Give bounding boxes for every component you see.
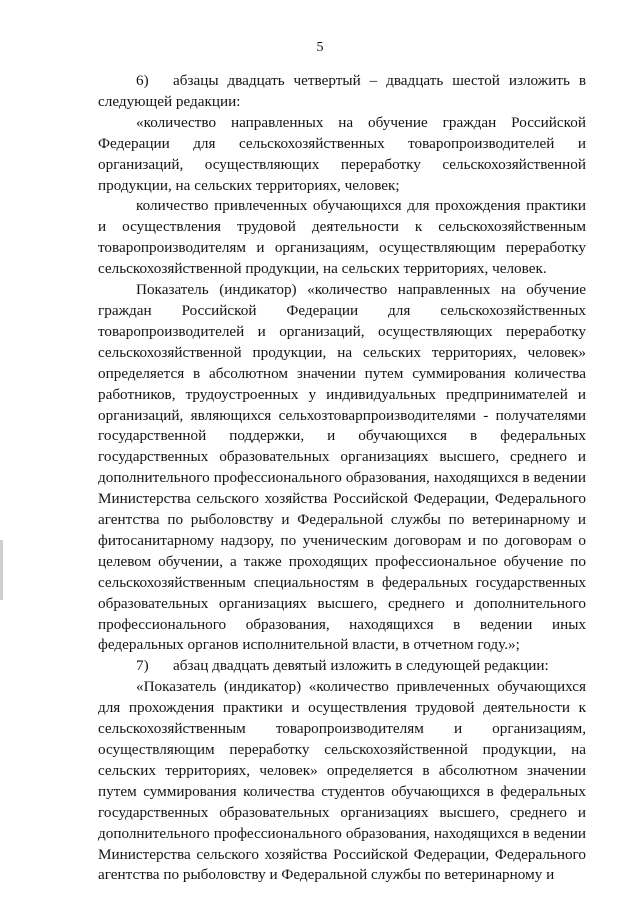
item-number: 6): [136, 72, 149, 89]
paragraph: «количество направленных на обучение граждан Российской Федерации для сельскохозяйственных товаропроизводителей и организаций, осуществляющих переработку сельскохозяйственной продукции, на сельских территориях, человек;: [98, 113, 586, 194]
paragraph: количество привлеченных обучающихся для прохождения практики и осуществления трудовой деятельности к сельскохозяйственным товаропроизводителям и организациям, осуществляющим переработку сельскохозяйственной продукции, на сельских территориях, человек.: [98, 197, 586, 278]
page-number: 5: [316, 40, 324, 55]
paragraph-item-7: [98, 656, 586, 677]
paragraph: Показатель (индикатор) «количество направленных на обучение граждан Российской Федерации для сельскохозяйственных товаропроизводителей и организаций, осуществляющих переработку сельскохозяйственной продукции, на сельских территориях, человек» определяется в абсолютном значении путем суммирования количества работников, трудоустроенных у индивидуальных предпринимателей и организаций, являющихся сельхозтоварпроизводителями - получателями государственной поддержки, и обучающихся в федеральных государственных образовательных организациях высшего, среднего и дополнительного профессионального образования, находящихся в ведении Министерства сельского хозяйства Российской Федерации, Федерального агентства по рыболовству и Федеральной службы по ветеринарному и фитосанитарному надзору, по ученическим договорам и по договорам о целевом обучении, а также проходящих профессиональное обучение по сельскохозяйственным специальностям в федеральных государственных образовательных организациях высшего, среднего и дополнительного профессионального образования, находящихся в ведении иных федеральных органов исполнительной власти, в отчетном году.»;: [98, 281, 586, 654]
binding-mark: [0, 540, 3, 600]
paragraph-text: абзац двадцать девятый изложить в следующей редакции:: [173, 657, 549, 675]
document-body: [98, 71, 586, 886]
paragraph: «Показатель (индикатор) «количество привлеченных обучающихся для прохождения практики и осуществления трудовой деятельности к сельскохозяйственным товаропроизводителям и организациям, осуществляющим переработку сельскохозяйственной продукции, на сельских территориях, человек» определяется в абсолютном значении путем суммирования количества студентов обучающихся в федеральных государственных образовательных организациях высшего, среднего и дополнительного профессионального образования, находящихся в ведении Министерства сельского хозяйства Российской Федерации, Федерального агентства по рыболовству и Федеральной службы по ветеринарному и: [98, 678, 586, 884]
paragraph-text: абзацы двадцать четвертый – двадцать шестой изложить в следующей редакции:: [98, 72, 586, 110]
paragraph-item-6: [98, 71, 586, 113]
item-number: 7): [136, 657, 149, 675]
